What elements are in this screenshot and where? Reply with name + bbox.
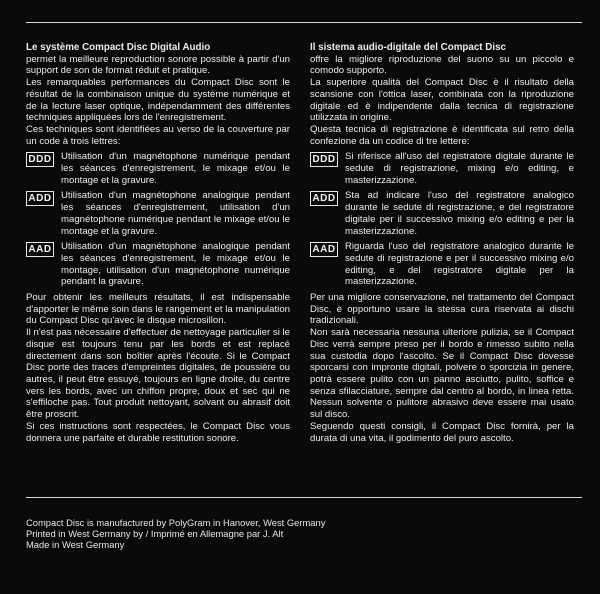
code-badge-add: ADD: [26, 191, 54, 206]
italian-paragraph-3: Questa tecnica di registrazione è identificata sul retro della confezione da un codice di tre lettere:: [310, 123, 574, 147]
french-paragraph-5: Il n'est pas nécessaire d'effectuer de nettoyage particulier si le disque est toujours tenu par les bords et est replacé directement dans son boîtier après l'écoute. Si le Compact Disc porte des traces d'empreintes digitales, de poussière ou autres, il peut être essuyé, toujours en ligne droite, du centre vers les bords, avec un chiffon propre, doux et sec qui ne s'effiloche pas. Tout produit nettoyant, solvant ou abrasif doit être proscrit.: [26, 327, 290, 421]
footer-manufacturer: Compact Disc is manufactured by PolyGram in Hanover, West Germany: [26, 517, 326, 528]
code-description: Si riferisce all'uso del registratore digitale durante le sedute di registrazione, mixing e/o editing, e masterizzazione.: [345, 151, 574, 186]
code-badge-add: ADD: [310, 191, 338, 206]
italian-code-aad: [310, 241, 574, 288]
italian-code-add: [310, 190, 574, 237]
italian-paragraph-5: Non sarà necessaria nessuna ulteriore pulizia, se il Compact Disc verrà sempre preso per il bordo e rimesso subito nella sua custodia dopo l'ascolto. Se il Compact Disc dovesse sporcarsi con impronte digitali, polvere o sporcizia in genere, potrà essere pulito con un panno asciutto, pulito, soffice e senza sfilacciature, sempre dal centro al bordo, in linea retta. Nessun solvente o pulitore abrasivo deve essere mai usato sul disco.: [310, 327, 574, 421]
italian-paragraph-4: Per una migliore conservazione, nel trattamento del Compact Disc, è opportuno usare la stessa cura riservata ai dischi tradizionali.: [310, 292, 574, 327]
french-intro: permet la meilleure reproduction sonore possible à partir d'un support de son de format réduit et pratique.: [26, 53, 290, 77]
code-badge-ddd: DDD: [26, 152, 54, 167]
french-paragraph-2: Les remarquables performances du Compact Disc sont le résultat de la combinaison unique du système numérique et de la lecture laser optique, indépendamment des différentes techniques appliquées lors de l'enregistrement.: [26, 77, 290, 124]
french-paragraph-4: Pour obtenir les meilleurs résultats, il est indispensable d'apporter le même soin dans le rangement et la manipulation du Compact Disc qu'avec le disque microsillon.: [26, 292, 290, 327]
top-divider: [26, 22, 582, 23]
footer-printer: Printed in West Germany by / Imprimé en Allemagne par J. Alt: [26, 528, 284, 540]
italian-column: [310, 42, 574, 444]
italian-intro: offre la migliore riproduzione del suono su un piccolo e comodo supporto.: [310, 53, 574, 77]
code-badge-ddd: DDD: [310, 152, 338, 167]
french-title: Le système Compact Disc Digital Audio: [26, 42, 211, 53]
footer-credits: [26, 517, 325, 551]
code-description: Riguarda l'uso del registratore analogico durante le sedute di registrazione e per il successivo mixing e/o editing, e del registratore digitale per la masterizzazione.: [345, 241, 574, 288]
french-column: [26, 42, 290, 444]
italian-paragraph-2: La superiore qualità del Compact Disc è il risultato della scansione con l'ottica laser, combinata con la riproduzione digitale ed è indipendente dalla tecnica di registrazione utilizzata in origine.: [310, 77, 574, 124]
code-description: Utilisation d'un magnétophone analogique pendant les séances d'enregistrement, utilisation d'un magnétophone numérique pendant le mixage et/ou le montage et la gravure.: [61, 190, 290, 237]
italian-code-ddd: [310, 151, 574, 186]
french-code-aad: [26, 241, 290, 288]
bottom-divider: [26, 497, 582, 498]
italian-paragraph-6: Seguendo questi consigli, il Compact Disc fornirà, per la durata di una vita, il godimento del puro ascolto.: [310, 420, 574, 444]
french-code-ddd: [26, 151, 290, 186]
code-description: Sta ad indicare l'uso del registratore analogico durante le sedute di registrazione, e del registratore digitale per il successivo mixing e/o editing e per la masterizzazione.: [345, 190, 574, 237]
french-paragraph-6: Si ces instructions sont respectées, le Compact Disc vous donnera une parfaite et durable restitution sonore.: [26, 420, 290, 444]
code-badge-aad: AAD: [310, 242, 338, 257]
code-description: Utilisation d'un magnétophone numérique pendant les séances d'enregistrement, le mixage et/ou le montage et la gravure.: [61, 151, 290, 186]
footer-origin: Made in West Germany: [26, 539, 125, 551]
code-badge-aad: AAD: [26, 242, 54, 257]
french-code-add: [26, 190, 290, 237]
code-description: Utilisation d'un magnétophone analogique pendant les séances d'enregistrement, le mixage et/ou le montage, utilisation d'un magnétophone numérique pendant la gravure.: [61, 241, 290, 288]
italian-title: Il sistema audio-digitale del Compact Disc: [310, 42, 506, 53]
french-paragraph-3: Ces techniques sont identifiées au verso de la couverture par un code à trois lettres:: [26, 123, 290, 147]
